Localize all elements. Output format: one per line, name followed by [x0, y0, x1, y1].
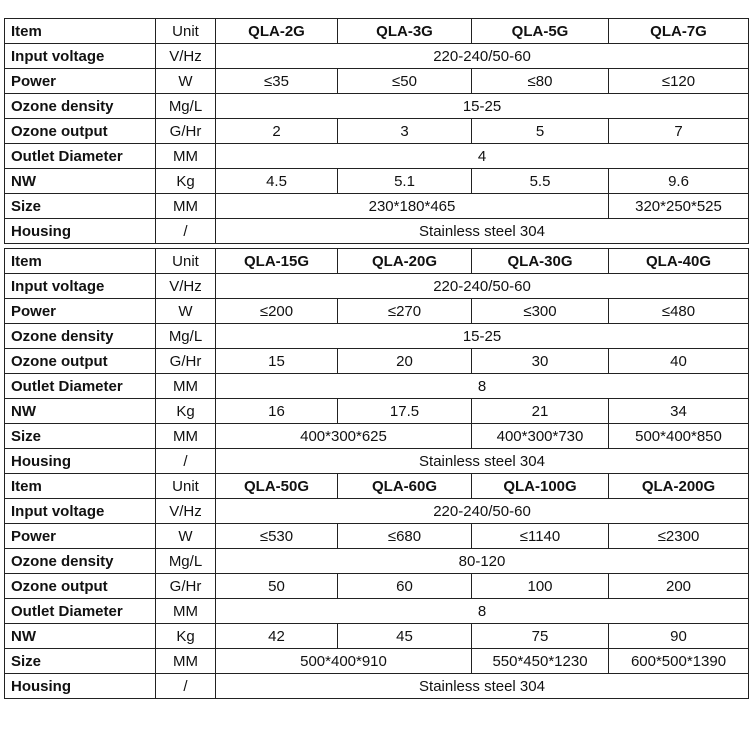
item-label: Item — [5, 474, 156, 499]
table-row-housing — [5, 674, 749, 699]
size-value: 400*300*625 — [216, 424, 472, 449]
input-voltage-label: Input voltage — [5, 274, 156, 299]
nw-unit: Kg — [156, 169, 216, 194]
power-unit: W — [156, 299, 216, 324]
outlet-diameter-value: 4 — [216, 144, 749, 169]
power-value: ≤300 — [472, 299, 609, 324]
size-value: 400*300*730 — [472, 424, 609, 449]
size-value: 320*250*525 — [609, 194, 749, 219]
model-qla-60g: QLA-60G — [338, 474, 472, 499]
ozone-density-value: 15-25 — [216, 324, 749, 349]
ozone-output-label: Ozone output — [5, 119, 156, 144]
input-voltage-value: 220-240/50-60 — [216, 274, 749, 299]
table-row-size — [5, 194, 749, 219]
power-value: ≤1140 — [472, 524, 609, 549]
input-voltage-label: Input voltage — [5, 499, 156, 524]
ozone-output-value: 15 — [216, 349, 338, 374]
housing-unit: / — [156, 674, 216, 699]
input-voltage-unit: V/Hz — [156, 44, 216, 69]
item-label: Item — [5, 249, 156, 274]
power-unit: W — [156, 69, 216, 94]
housing-value: Stainless steel 304 — [216, 219, 749, 244]
size-value: 600*500*1390 — [609, 649, 749, 674]
nw-unit: Kg — [156, 399, 216, 424]
ozone-density-label: Ozone density — [5, 324, 156, 349]
ozone-output-unit: G/Hr — [156, 574, 216, 599]
table-row-item — [5, 249, 749, 274]
spec-table-1 — [4, 18, 749, 244]
ozone-output-value: 5 — [472, 119, 609, 144]
ozone-density-label: Ozone density — [5, 549, 156, 574]
nw-value: 16 — [216, 399, 338, 424]
model-qla-3g: QLA-3G — [338, 19, 472, 44]
model-qla-7g: QLA-7G — [609, 19, 749, 44]
housing-label: Housing — [5, 219, 156, 244]
input-voltage-value: 220-240/50-60 — [216, 499, 749, 524]
table-row-outlet-diameter — [5, 374, 749, 399]
size-label: Size — [5, 194, 156, 219]
power-value: ≤680 — [338, 524, 472, 549]
power-value: ≤35 — [216, 69, 338, 94]
table-row-input-voltage — [5, 274, 749, 299]
housing-label: Housing — [5, 674, 156, 699]
table-row-ozone-output — [5, 574, 749, 599]
size-unit: MM — [156, 649, 216, 674]
table-row-input-voltage — [5, 499, 749, 524]
outlet-diameter-value: 8 — [216, 374, 749, 399]
ozone-density-unit: Mg/L — [156, 549, 216, 574]
model-qla-100g: QLA-100G — [472, 474, 609, 499]
model-qla-2g: QLA-2G — [216, 19, 338, 44]
housing-value: Stainless steel 304 — [216, 449, 749, 474]
outlet-diameter-value: 8 — [216, 599, 749, 624]
size-value: 230*180*465 — [216, 194, 609, 219]
ozone-output-value: 200 — [609, 574, 749, 599]
model-qla-5g: QLA-5G — [472, 19, 609, 44]
ozone-output-label: Ozone output — [5, 349, 156, 374]
size-label: Size — [5, 649, 156, 674]
ozone-density-label: Ozone density — [5, 94, 156, 119]
size-value: 500*400*910 — [216, 649, 472, 674]
table-row-nw — [5, 399, 749, 424]
ozone-density-value: 80-120 — [216, 549, 749, 574]
outlet-diameter-unit: MM — [156, 374, 216, 399]
spec-table-2 — [4, 248, 749, 699]
nw-value: 75 — [472, 624, 609, 649]
model-qla-30g: QLA-30G — [472, 249, 609, 274]
power-value: ≤120 — [609, 69, 749, 94]
size-unit: MM — [156, 194, 216, 219]
ozone-output-value: 7 — [609, 119, 749, 144]
input-voltage-unit: V/Hz — [156, 499, 216, 524]
ozone-output-value: 20 — [338, 349, 472, 374]
table-row-outlet-diameter — [5, 599, 749, 624]
power-label: Power — [5, 69, 156, 94]
nw-value: 34 — [609, 399, 749, 424]
ozone-output-value: 3 — [338, 119, 472, 144]
housing-unit: / — [156, 219, 216, 244]
table-row-ozone-density — [5, 94, 749, 119]
ozone-output-value: 50 — [216, 574, 338, 599]
power-unit: W — [156, 524, 216, 549]
table-row-size — [5, 649, 749, 674]
outlet-diameter-unit: MM — [156, 599, 216, 624]
table-row-size — [5, 424, 749, 449]
input-voltage-label: Input voltage — [5, 44, 156, 69]
table-row-ozone-density — [5, 324, 749, 349]
outlet-diameter-label: Outlet Diameter — [5, 374, 156, 399]
table-row-power — [5, 524, 749, 549]
table-row-item — [5, 474, 749, 499]
power-label: Power — [5, 299, 156, 324]
nw-value: 90 — [609, 624, 749, 649]
power-value: ≤50 — [338, 69, 472, 94]
input-voltage-unit: V/Hz — [156, 274, 216, 299]
model-qla-20g: QLA-20G — [338, 249, 472, 274]
unit-header: Unit — [156, 474, 216, 499]
table-row-ozone-output — [5, 119, 749, 144]
nw-label: NW — [5, 624, 156, 649]
ozone-density-unit: Mg/L — [156, 324, 216, 349]
ozone-output-label: Ozone output — [5, 574, 156, 599]
size-value: 550*450*1230 — [472, 649, 609, 674]
nw-value: 5.5 — [472, 169, 609, 194]
nw-label: NW — [5, 169, 156, 194]
table-row-ozone-density — [5, 549, 749, 574]
input-voltage-value: 220-240/50-60 — [216, 44, 749, 69]
ozone-output-unit: G/Hr — [156, 349, 216, 374]
ozone-output-unit: G/Hr — [156, 119, 216, 144]
table-row-housing — [5, 219, 749, 244]
power-value: ≤2300 — [609, 524, 749, 549]
size-value: 500*400*850 — [609, 424, 749, 449]
ozone-output-value: 100 — [472, 574, 609, 599]
nw-value: 4.5 — [216, 169, 338, 194]
outlet-diameter-unit: MM — [156, 144, 216, 169]
unit-header: Unit — [156, 249, 216, 274]
power-value: ≤200 — [216, 299, 338, 324]
ozone-output-value: 40 — [609, 349, 749, 374]
outlet-diameter-label: Outlet Diameter — [5, 599, 156, 624]
nw-value: 21 — [472, 399, 609, 424]
nw-unit: Kg — [156, 624, 216, 649]
power-label: Power — [5, 524, 156, 549]
size-label: Size — [5, 424, 156, 449]
nw-value: 17.5 — [338, 399, 472, 424]
table-row-input-voltage — [5, 44, 749, 69]
model-qla-50g: QLA-50G — [216, 474, 338, 499]
power-value: ≤80 — [472, 69, 609, 94]
power-value: ≤480 — [609, 299, 749, 324]
table-row-nw — [5, 624, 749, 649]
item-label: Item — [5, 19, 156, 44]
model-qla-200g: QLA-200G — [609, 474, 749, 499]
table-row-ozone-output — [5, 349, 749, 374]
table-row-housing — [5, 449, 749, 474]
nw-value: 9.6 — [609, 169, 749, 194]
ozone-output-value: 60 — [338, 574, 472, 599]
ozone-output-value: 2 — [216, 119, 338, 144]
table-row-item — [5, 19, 749, 44]
model-qla-40g: QLA-40G — [609, 249, 749, 274]
table-row-nw — [5, 169, 749, 194]
outlet-diameter-label: Outlet Diameter — [5, 144, 156, 169]
table-row-power — [5, 299, 749, 324]
housing-value: Stainless steel 304 — [216, 674, 749, 699]
ozone-density-value: 15-25 — [216, 94, 749, 119]
nw-value: 42 — [216, 624, 338, 649]
nw-value: 5.1 — [338, 169, 472, 194]
unit-header: Unit — [156, 19, 216, 44]
nw-label: NW — [5, 399, 156, 424]
table-row-power — [5, 69, 749, 94]
power-value: ≤530 — [216, 524, 338, 549]
housing-unit: / — [156, 449, 216, 474]
ozone-output-value: 30 — [472, 349, 609, 374]
housing-label: Housing — [5, 449, 156, 474]
model-qla-15g: QLA-15G — [216, 249, 338, 274]
power-value: ≤270 — [338, 299, 472, 324]
nw-value: 45 — [338, 624, 472, 649]
table-row-outlet-diameter — [5, 144, 749, 169]
size-unit: MM — [156, 424, 216, 449]
ozone-density-unit: Mg/L — [156, 94, 216, 119]
